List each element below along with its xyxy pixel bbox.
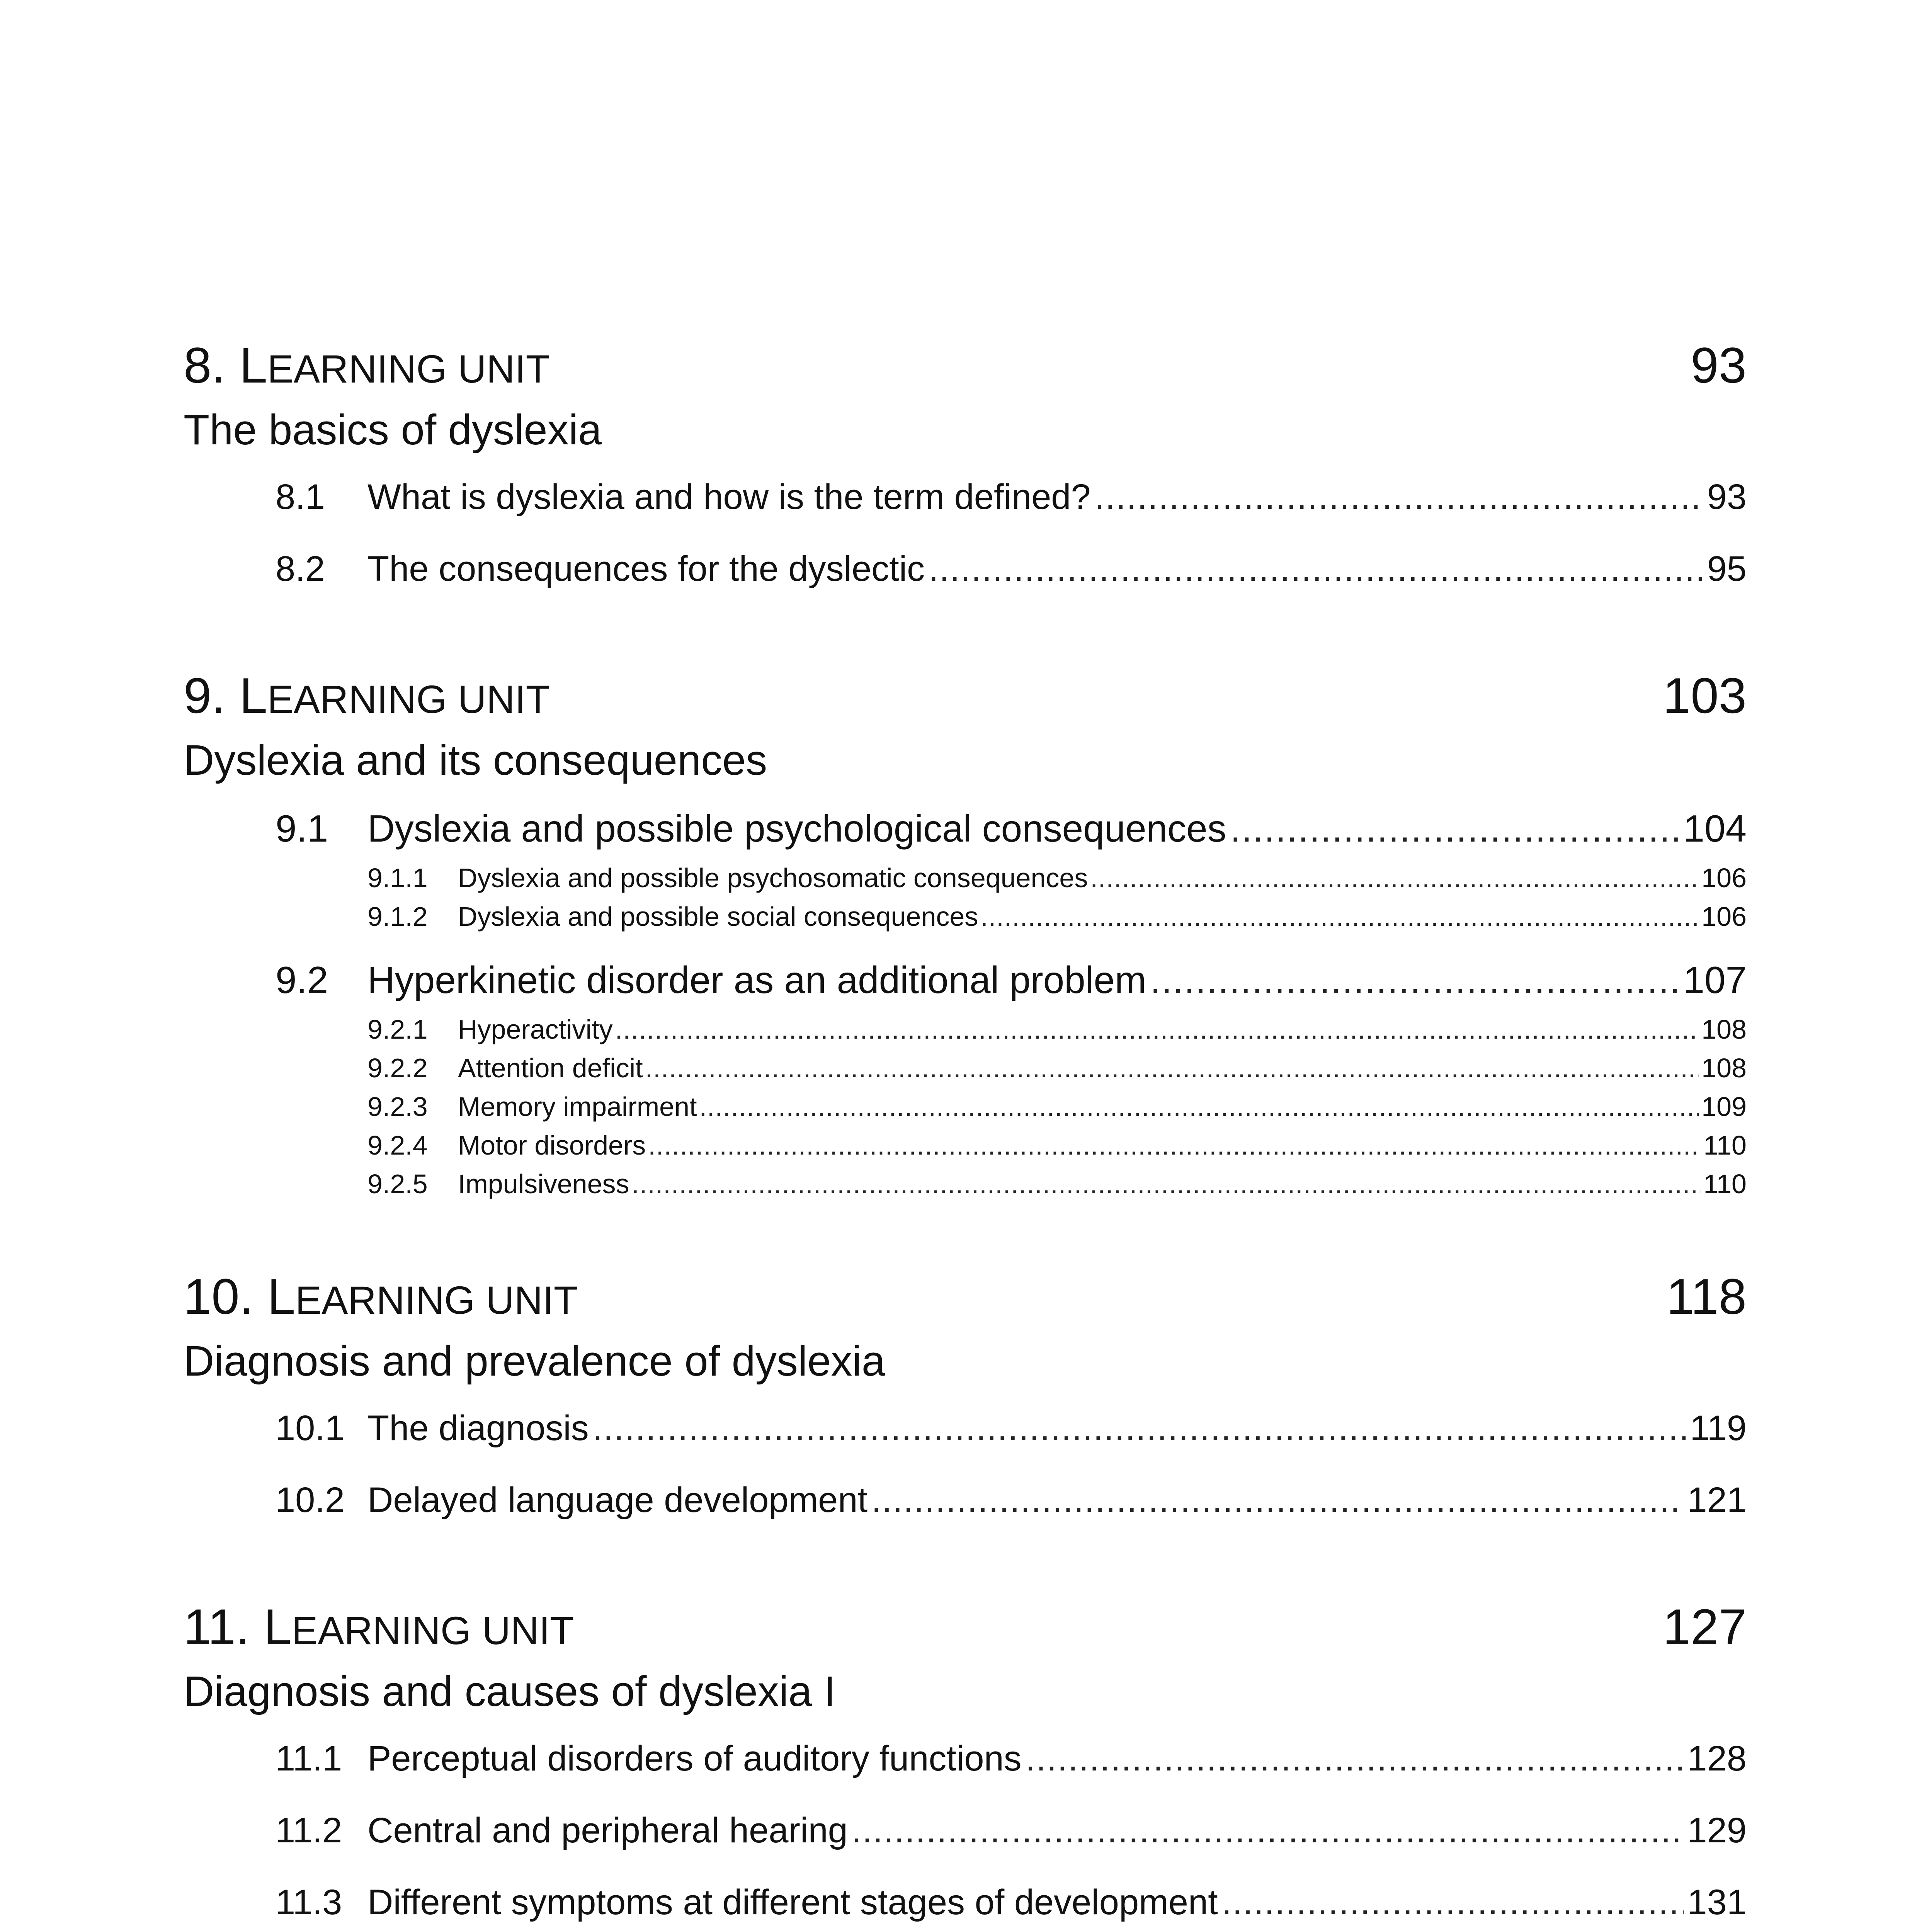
dot-leader — [1230, 810, 1680, 847]
dot-leader — [632, 1170, 1701, 1197]
toc-entry[interactable]: 11.1 Perceptual disorders of auditory functions ..... 128 — [276, 1741, 1747, 1776]
dot-leader — [593, 1410, 1686, 1446]
dot-leader — [1222, 1884, 1684, 1920]
dot-leader — [929, 551, 1703, 587]
unit-heading — [184, 655, 1747, 724]
unit-9 — [184, 655, 1747, 1228]
toc-entry[interactable]: 8.2 The consequences for the dyslectic ..... 95 — [276, 551, 1747, 587]
unit-11 — [184, 1586, 1747, 1932]
unit-subtitle: The basics of dyslexia — [184, 406, 602, 454]
unit-title: 9. LEARNING UNIT — [184, 667, 550, 724]
unit-heading — [184, 325, 1747, 393]
unit-title: 11. LEARNING UNIT — [184, 1599, 574, 1655]
dot-leader — [615, 1016, 1699, 1043]
toc-sub-entry[interactable]: 9.2.2 Attention deficit ..... 108 — [367, 1054, 1747, 1082]
toc-entry[interactable]: 10.2 Delayed language development ..... 121 — [276, 1482, 1747, 1518]
unit-title: 8. LEARNING UNIT — [184, 337, 550, 393]
unit-page-number: 127 — [1663, 1599, 1747, 1655]
unit-subtitle: Dyslexia and its consequences — [184, 736, 767, 784]
toc-entry[interactable]: 8.1 What is dyslexia and how is the term defined? ..... 93 — [276, 479, 1747, 515]
unit-heading — [184, 1586, 1747, 1655]
toc-entry[interactable]: 9.1 Dyslexia and possible psychological consequences ..... 104 — [276, 810, 1747, 847]
unit-subtitle: Diagnosis and prevalence of dyslexia — [184, 1337, 886, 1385]
toc-entry[interactable]: 9.2 Hyperkinetic disorder as an additional problem ..... 107 — [276, 961, 1747, 999]
toc-sub-entry[interactable]: 9.1.2 Dyslexia and possible social consequences ..... 106 — [367, 903, 1747, 930]
toc-entry[interactable]: 10.1 The diagnosis ..... 119 — [276, 1410, 1747, 1446]
unit-subtitle: Diagnosis and causes of dyslexia I — [184, 1668, 836, 1715]
dot-leader — [648, 1132, 1701, 1159]
toc-sub-entry[interactable]: 9.2.1 Hyperactivity ..... 108 — [367, 1016, 1747, 1043]
dot-leader — [645, 1054, 1699, 1082]
dot-leader — [852, 1813, 1684, 1848]
toc-sub-entry[interactable]: 9.2.5 Impulsiveness ..... 110 — [367, 1170, 1747, 1197]
toc-sub-entry[interactable]: 9.2.4 Motor disorders ..... 110 — [367, 1132, 1747, 1159]
unit-page-number: 93 — [1691, 337, 1747, 393]
dot-leader — [1150, 961, 1680, 999]
unit-8 — [184, 325, 1747, 623]
dot-leader — [980, 903, 1699, 930]
unit-page-number: 103 — [1663, 667, 1747, 724]
toc-sub-entry[interactable]: 9.1.1 Dyslexia and possible psychosomatic consequences ..... 106 — [367, 864, 1747, 891]
toc-sub-entry[interactable]: 9.2.3 Memory impairment ..... 109 — [367, 1093, 1747, 1120]
unit-title: 10. LEARNING UNIT — [184, 1268, 578, 1325]
dot-leader — [1095, 479, 1703, 515]
toc-entry[interactable]: 11.3 Different symptoms at different stages of development ..... 131 — [276, 1884, 1747, 1920]
dot-leader — [699, 1093, 1699, 1120]
unit-10 — [184, 1256, 1747, 1554]
unit-page-number: 118 — [1666, 1268, 1747, 1325]
dot-leader — [1090, 864, 1699, 891]
toc-entry[interactable]: 11.2 Central and peripheral hearing ..... 129 — [276, 1813, 1747, 1848]
unit-heading — [184, 1256, 1747, 1325]
dot-leader — [871, 1482, 1683, 1518]
dot-leader — [1026, 1741, 1684, 1776]
